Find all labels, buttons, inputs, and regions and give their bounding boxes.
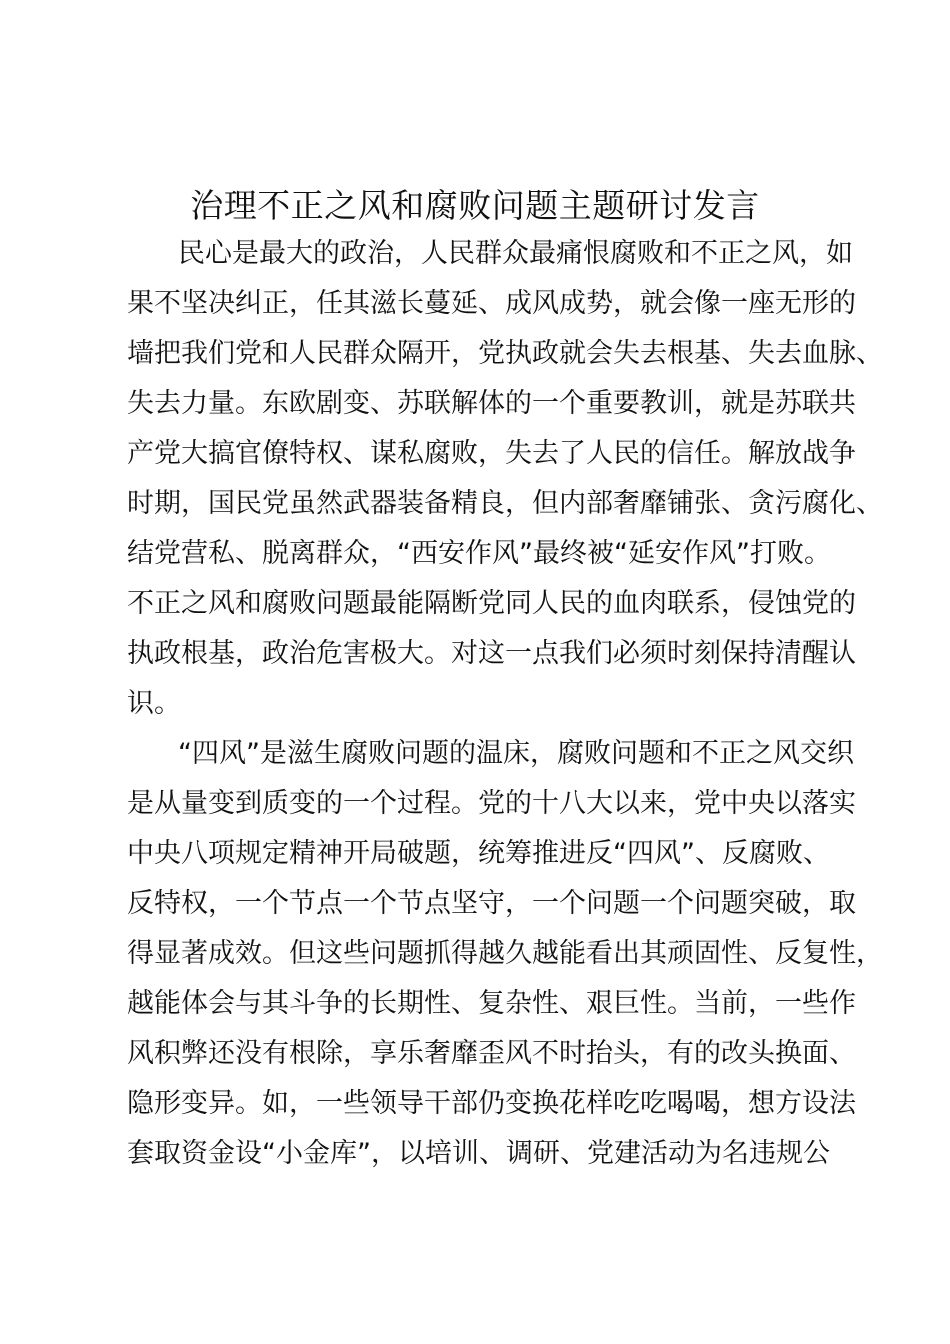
- text-line: 得显著成效。但这些问题抓得越久越能看出其顽固性、反复性，: [127, 938, 883, 969]
- text-line: “四风”是滋生腐败问题的温床，腐败问题和不正之风交织: [178, 738, 854, 769]
- text-line: 隐形变异。如，一些领导干部仍变换花样吃吃喝喝，想方设法: [127, 1088, 856, 1119]
- text-line: 民心是最大的政治，人民群众最痛恨腐败和不正之风，如: [178, 238, 853, 269]
- text-line: 果不坚决纠正，任其滋长蔓延、成风成势，就会像一座无形的: [127, 288, 856, 319]
- text-line: 是从量变到质变的一个过程。党的十八大以来，党中央以落实: [127, 788, 856, 819]
- text-line: 时期，国民党虽然武器装备精良，但内部奢靡铺张、贪污腐化、: [127, 488, 883, 519]
- text-line: 反特权，一个节点一个节点坚守，一个问题一个问题突破，取: [127, 888, 856, 919]
- text-line: 套取资金设“小金库”，以培训、调研、党建活动为名违规公: [127, 1138, 830, 1169]
- text-line: 结党营私、脱离群众，“西安作风”最终被“延安作风”打败。: [127, 538, 831, 569]
- text-line: 产党大搞官僚特权、谋私腐败，失去了人民的信任。解放战争: [127, 438, 856, 469]
- text-line: 不正之风和腐败问题最能隔断党同人民的血肉联系，侵蚀党的: [127, 588, 856, 619]
- text-line: 风积弊还没有根除，享乐奢靡歪风不时抬头，有的改头换面、: [127, 1038, 856, 1069]
- document-title: 治理不正之风和腐败问题主题研讨发言: [190, 186, 760, 225]
- text-line: 识。: [127, 688, 181, 719]
- text-line: 中央八项规定精神开局破题，统筹推进反“四风”、反腐败、: [127, 838, 830, 869]
- text-line: 执政根基，政治危害极大。对这一点我们必须时刻保持清醒认: [127, 638, 856, 669]
- text-line: 越能体会与其斗争的长期性、复杂性、艰巨性。当前，一些作: [127, 988, 856, 1019]
- text-line: 失去力量。东欧剧变、苏联解体的一个重要教训，就是苏联共: [127, 388, 856, 419]
- text-line: 墙把我们党和人民群众隔开，党执政就会失去根基、失去血脉、: [127, 338, 883, 369]
